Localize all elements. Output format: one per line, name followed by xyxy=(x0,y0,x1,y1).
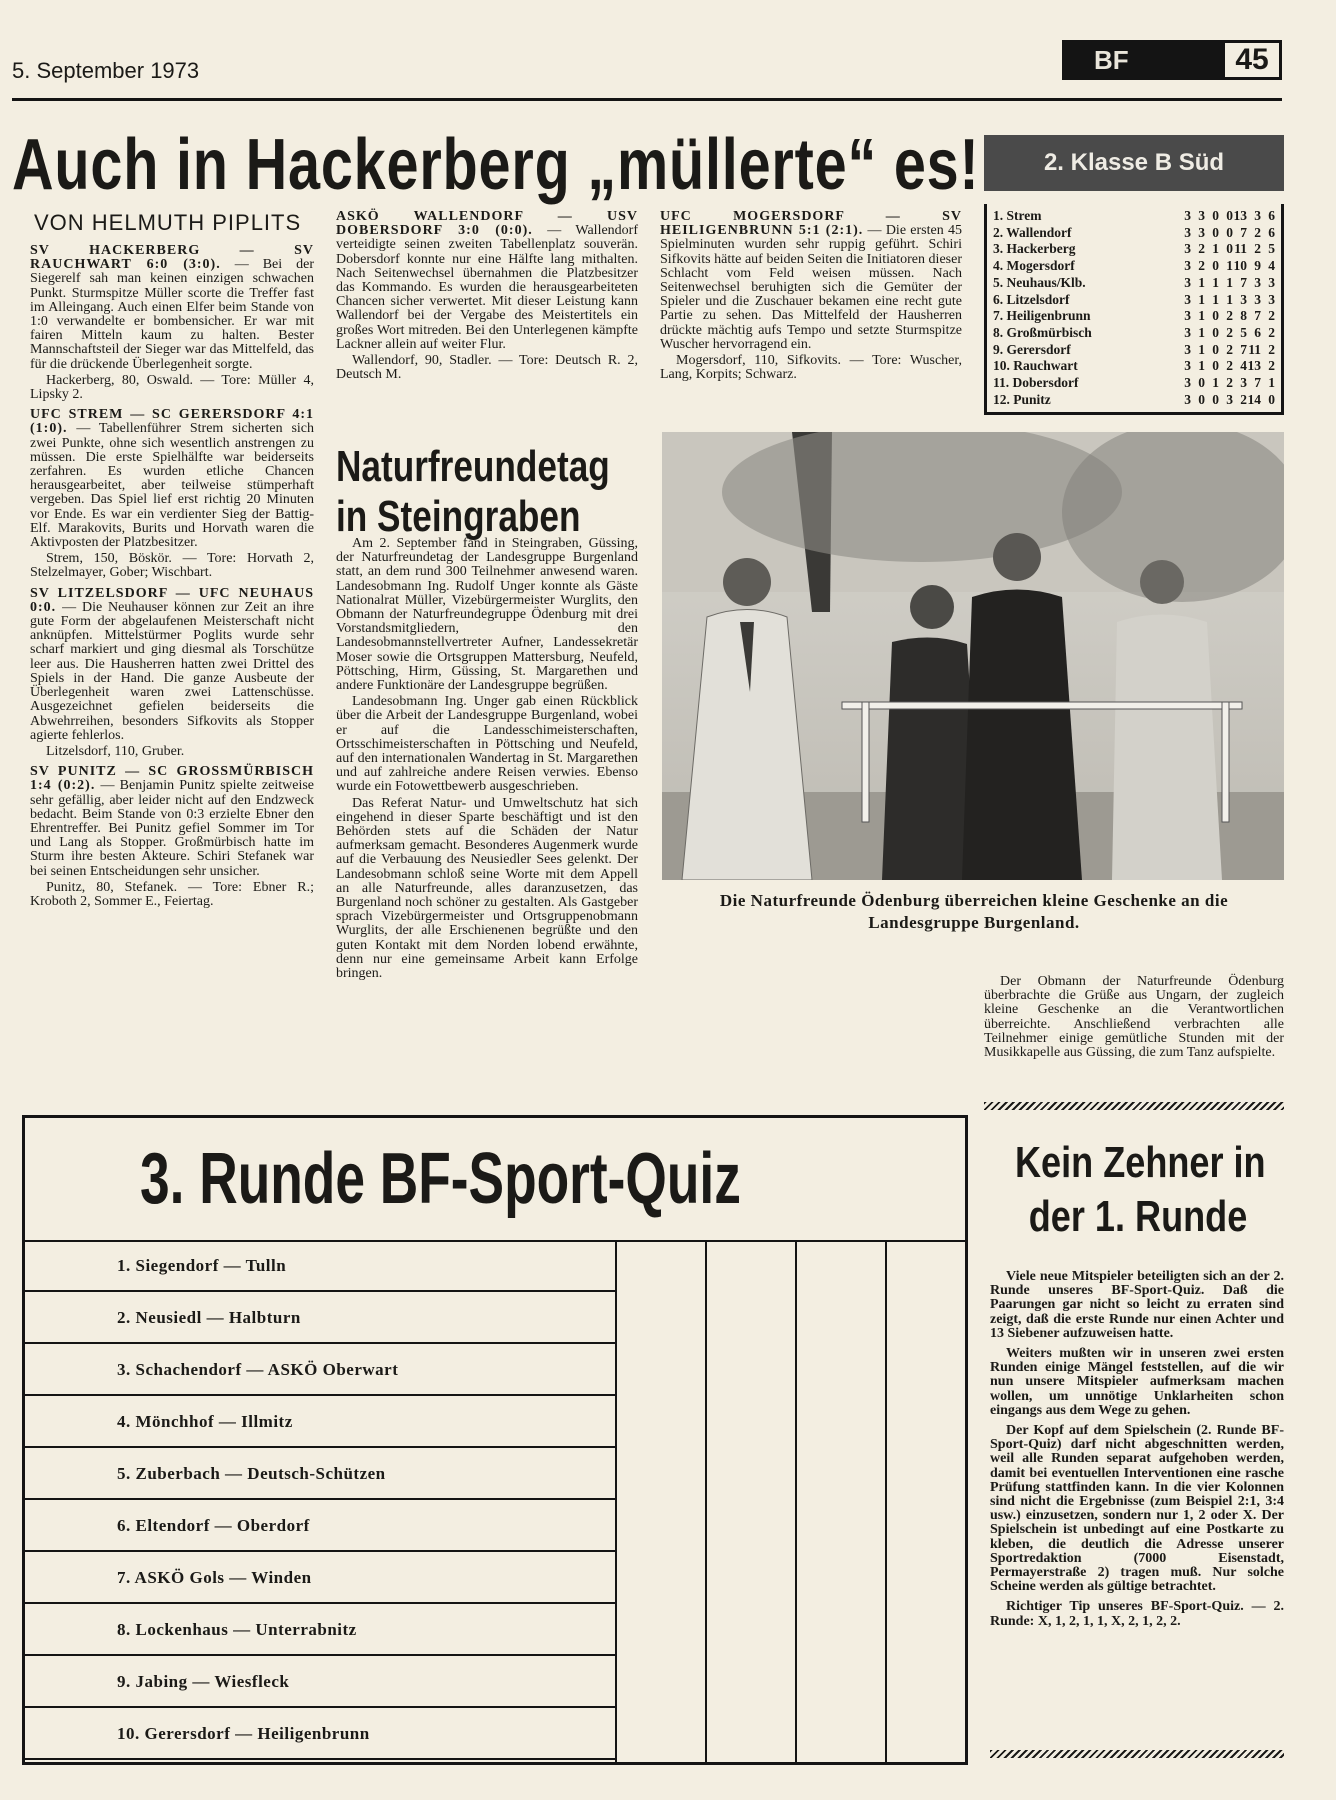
headline-line-1: Kein Zehner in xyxy=(1015,1138,1266,1187)
quiz-column-divider xyxy=(885,1242,887,1762)
stat-value: 1 xyxy=(1226,291,1233,307)
match-report-heading: SV LITZELSDORF — UFC NEUHAUS 0:0. xyxy=(30,585,314,615)
stat-value: 3 xyxy=(1184,208,1191,223)
standings-row xyxy=(993,325,1275,342)
team-name: 8. Großmürbisch xyxy=(993,324,1092,340)
stat-value: 3 xyxy=(1198,224,1205,240)
stat-value: 3 xyxy=(1240,375,1247,391)
stat-value: 3 xyxy=(1184,324,1191,340)
separator-rule xyxy=(984,1102,1284,1110)
stat-value: 3 xyxy=(1184,358,1191,374)
team-name: 11. Dobersdorf xyxy=(993,375,1079,391)
headline-line-1: Naturfreundetag xyxy=(336,442,610,491)
stat-value: 2 xyxy=(1226,375,1233,391)
stat-value: 3 xyxy=(1198,208,1205,223)
stat-value: 3 xyxy=(1184,308,1191,324)
match-stats: Punitz, 80, Stefanek. — Tore: Ebner R.; Kroboth 2, Sommer E., Feiertag. xyxy=(30,879,314,909)
stat-value: 3 xyxy=(1184,391,1191,407)
quiz-match-row: 6. Eltendorf — Oberdorf xyxy=(25,1500,615,1552)
stat-value: 3 xyxy=(1268,291,1275,307)
stat-value: 2 xyxy=(1226,358,1233,374)
stat-value: 2 xyxy=(1226,308,1233,324)
stat-value: 2 xyxy=(1198,241,1205,257)
article-column-2 xyxy=(336,210,638,384)
standings-row xyxy=(993,342,1275,359)
stat-value: 1 xyxy=(1198,324,1205,340)
naturfreunde-column-3 xyxy=(984,975,1284,1062)
stat-value: 0 xyxy=(1198,391,1205,407)
team-name: 1. Strem xyxy=(993,208,1042,223)
match-report-heading: ASKÖ WALLENDORF — USV DOBERSDORF 3:0 (0:0). xyxy=(336,209,638,239)
stat-value: 1 xyxy=(1198,274,1205,290)
stat-value: 0 xyxy=(1212,324,1219,340)
standings-row xyxy=(993,392,1275,409)
news-photo xyxy=(662,432,1284,880)
match-stats: Wallendorf, 90, Stadler. — Tore: Deutsch R. 2, Deutsch M. xyxy=(336,353,638,383)
match-report-text: — Bei der Siegerelf sah man keinen einzigen schwachen Punkt. Sturmspitze Müller scorte die Treffer fast im Alleingang. Auch einen Elfer beim Stande von 1:0 verwandelte er bombensicher. Er war mit fairen Mitteln kaum zu halten. Bester Mannschaftsteil der Sieger war das Mittelfeld, das für die drückende Überlegenheit sorgte. xyxy=(30,257,314,372)
stat-value: 1 xyxy=(1226,274,1233,290)
stat-value: 2 xyxy=(1240,391,1247,407)
stat-value: 2 xyxy=(1226,324,1233,340)
stat-value: 10 xyxy=(1233,258,1247,274)
stat-value: 3 xyxy=(1226,391,1233,407)
team-name: 5. Neuhaus/Klb. xyxy=(993,274,1086,290)
match-stats: Mogersdorf, 110, Sifkovits. — Tore: Wuscher, Lang, Korpits; Schwarz. xyxy=(660,353,962,383)
article-paragraph: Der Kopf auf dem Spielschein (2. Runde BF-Sport-Quiz) darf nicht abgeschnitten werden, weil alle Runden separat aufgehoben werden, damit bei eventuellen Interventionen eine rasche Prüfung stattfinden kann. In die vier Kolonnen sind nicht die Ergebnisse (zum Beispiel 2:1, 3:4 usw.) einzusetzen, sondern nur 1, 2 oder X. Der Spielschein ist unbedingt auf eine Postkarte zu kleben, die deutlich die Adresse unserer Sportredaktion (7000 Eisenstadt, Permayerstraße 2) tragen muß. Nur solche Scheine werden als gültige betrachtet. xyxy=(990,1423,1284,1595)
stat-value: 6 xyxy=(1268,208,1275,223)
match-report-heading: UFC MOGERSDORF — SV HEILIGENBRUNN 5:1 (2:1). xyxy=(660,209,962,239)
stat-value: 2 xyxy=(1198,258,1205,274)
stat-value: 3 xyxy=(1184,241,1191,257)
quiz-title: 3. Runde BF-Sport-Quiz xyxy=(140,1139,741,1219)
standings-row xyxy=(993,292,1275,309)
headline-line-2: der 1. Runde xyxy=(1028,1192,1248,1241)
quiz-match-row: 4. Mönchhof — Illmitz xyxy=(25,1396,615,1448)
stat-value: 0 xyxy=(1212,308,1219,324)
stat-value: 1 xyxy=(1198,291,1205,307)
stat-value: 7 xyxy=(1240,274,1247,290)
main-headline: Auch in Hackerberg „müllerte“ es! xyxy=(12,125,980,205)
stat-value: 3 xyxy=(1184,341,1191,357)
stat-value: 7 xyxy=(1254,375,1261,391)
stat-value: 2 xyxy=(1268,308,1275,324)
stat-value: 1 xyxy=(1212,291,1219,307)
stat-value: 8 xyxy=(1240,308,1247,324)
stat-value: 11 xyxy=(1234,241,1247,257)
team-name: 4. Mogersdorf xyxy=(993,258,1075,274)
stat-value: 3 xyxy=(1184,274,1191,290)
standings-row xyxy=(993,358,1275,375)
article-paragraph: Am 2. September fand in Steingraben, Güssing, der Naturfreundetag der Landesgruppe Burgenland statt, an dem rund 300 Teilnehmer anwesend waren. Landesobmann Ing. Rudolf Unger konnte als Gäste Nationalrat Müller, Vizebürgermeister Wurglits, den Obmann der Naturfreundegruppe Ödenburg mit drei Vorstandsmitgliedern, den Landesobmannstellvertreter Aufner, Landessekretär Moser sowie die Ortsgruppen Mattersburg, Neufeld, Pöttsching, Hirm, Güssing, St. Margarethen und andere Funktionäre der Landesgruppe begrüßen. xyxy=(336,536,638,694)
standings-title: 2. Klasse B Süd xyxy=(984,135,1284,191)
stat-value: 13 xyxy=(1247,358,1261,374)
quiz-match-row: 3. Schachendorf — ASKÖ Oberwart xyxy=(25,1344,615,1396)
stat-value: 1 xyxy=(1212,274,1219,290)
match-report-text: — Die ersten 45 Spielminuten wurden sehr ruppig geführt. Schiri Sifkovits hätte auf beiden Seiten die Initiatoren dieser Schlacht vom Feld weisen müssen. Nach Seitenwechsel beruhigten sich die Gemüter der Spieler und die Zuschauer bekamen eine recht gute Partie zu sehen. Das Mittelfeld der Hausherren drückte mächtig aufs Tempo und setzte Sturmspitze Wuscher hervorragend ein. xyxy=(660,223,962,352)
stat-value: 2 xyxy=(1254,224,1261,240)
team-name: 12. Punitz xyxy=(993,391,1051,407)
stat-value: 0 xyxy=(1212,391,1219,407)
team-name: 9. Gerersdorf xyxy=(993,341,1071,357)
separator-rule xyxy=(990,1750,1284,1758)
match-report-text: — Benjamin Punitz spielte zeitweise sehr gefällig, aber leider nicht auf den Endzweck bedacht. Beim Stande von 0:3 erzielte Ebner den Ehrentreffer. Bei Punitz gefiel Sommer im Tor und Lang als Stopper. Großmürbisch hatte im Sturm ihre besten Akteure. Schiri Stefanek war bei seinen Entscheidungen sehr unsicher. xyxy=(30,778,315,879)
stat-value: 0 xyxy=(1268,391,1275,407)
stat-value: 0 xyxy=(1198,375,1205,391)
stat-value: 3 xyxy=(1254,274,1261,290)
stat-value: 0 xyxy=(1212,208,1219,223)
article-paragraph: Richtiger Tip unseres BF-Sport-Quiz. — 2. Runde: X, 1, 2, 1, 1, X, 2, 1, 2, 2. xyxy=(990,1599,1284,1629)
standings-row xyxy=(993,275,1275,292)
quiz-column-divider xyxy=(795,1242,797,1762)
match-report-text: — Die Neuhauser können zur Zeit an ihre gute Form der abgelaufenen Meisterschaft nicht anknüpfen. Mittelstürmer Poglits wurde sehr scharf markiert und ging diesmal als Torschütze leer aus. Die Hausherren hatten zwei Drittel des Spiels in der Hand. Die ganze Ausbeute der Überlegenheit waren zwei Lattenschüsse. Ausgezeichnet gefielen beiderseits die Abwehrreihen, besonders Sifkovits als Stopper agierte fehlerlos. xyxy=(30,599,314,743)
photo-caption: Die Naturfreunde Ödenburg überreichen kleine Geschenke an die Landesgruppe Burgenland. xyxy=(719,891,1229,932)
issue-date: 5. September 1973 xyxy=(12,58,200,83)
stat-value: 3 xyxy=(1268,274,1275,290)
stat-value: 7 xyxy=(1254,308,1261,324)
stat-value: 13 xyxy=(1233,208,1247,223)
stat-value: 9 xyxy=(1254,258,1261,274)
match-report-heading: SV PUNITZ — SC GROSSMÜRBISCH 1:4 (0:2). xyxy=(30,764,314,794)
quiz-match-row: 9. Jabing — Wiesfleck xyxy=(25,1656,615,1708)
standings-row xyxy=(993,241,1275,258)
standings-row xyxy=(993,308,1275,325)
stat-value: 0 xyxy=(1212,258,1219,274)
quiz-column-divider xyxy=(705,1242,707,1762)
stat-value: 6 xyxy=(1254,324,1261,340)
article-paragraph: Das Referat Natur- und Umweltschutz hat sich eingehend in dieser Sparte beschäftigt und ist den Behörden stets auf die Schäden der Natur aufmerksam gemacht. Besonderes Augenmerk wurde auf die Verbauung des Neusiedler Sees gelenkt. Der Landesobmann schloß seine Worte mit dem Appell an alle Naturfreunde, alles daranzusetzen, das Burgenland noch schöner zu gestalten. Als Gastgeber sprach Vizebürgermeister und Ortsgruppenobmann Wurglits, der alle Erschienenen begrüßte und den guten Kontakt mit dem Norden lobend erwähnte, denn nur eine gemeinsame Arbeit kann Erfolge bringen. xyxy=(336,795,638,982)
article-column-3 xyxy=(660,210,962,384)
team-name: 2. Wallendorf xyxy=(993,224,1072,240)
stat-value: 0 xyxy=(1226,224,1233,240)
match-stats: Hackerberg, 80, Oswald. — Tore: Müller 4, Lipsky 2. xyxy=(30,372,314,403)
section-label: BF xyxy=(1062,40,1222,80)
article-paragraph: Weiters mußten wir in unseren zwei ersten Runden einige Mängel feststellen, auf die wir nun unsere Mitspieler aufmerksam machen wollen, um unnötige Unklarheiten schon eingangs aus dem Wege zu gehen. xyxy=(990,1346,1284,1418)
stat-value: 0 xyxy=(1212,358,1219,374)
stat-value: 1 xyxy=(1198,358,1205,374)
stat-value: 5 xyxy=(1268,241,1275,257)
quiz-match-row: 2. Neusiedl — Halbturn xyxy=(25,1292,615,1344)
stat-value: 3 xyxy=(1240,291,1247,307)
stat-value: 2 xyxy=(1268,341,1275,357)
quiz-match-row: 10. Gerersdorf — Heiligenbrunn xyxy=(25,1708,615,1760)
stat-value: 11 xyxy=(1248,341,1261,357)
stat-value: 3 xyxy=(1254,208,1261,223)
kein-zehner-body xyxy=(990,1270,1284,1631)
masthead-rule xyxy=(12,98,1282,101)
stat-value: 0 xyxy=(1212,224,1219,240)
match-report-heading: UFC STREM — SC GERERSDORF 4:1 (1:0). xyxy=(30,407,314,437)
stat-value: 5 xyxy=(1240,324,1247,340)
stat-value: 14 xyxy=(1247,391,1261,407)
standings-table xyxy=(984,204,1284,415)
article-paragraph: Der Obmann der Naturfreunde Ödenburg überbrachte die Grüße aus Ungarn, der zugleich kleine Geschenke an die Verantwortlichen überreichte. Anschließend verbrachten alle Teilnehmer einige gemütliche Stunden mit der Musikkapelle aus Güssing, die zum Tanz aufspielte. xyxy=(984,974,1284,1061)
standings-row xyxy=(993,225,1275,242)
stat-value: 3 xyxy=(1184,291,1191,307)
team-name: 10. Rauchwart xyxy=(993,358,1078,374)
standings-row xyxy=(993,375,1275,392)
match-report-text: — Wallendorf verteidigte seinen zweiten Tabellenplatz souverän. Dobersdorf konnte nur eine Hälfte lang mithalten. Nach Seitenwechsel übernahmen die Platzbesitzer das Kommando. Es wurden die herausgearbeiteten Chancen sicher verwertet. Mit dieser Leistung kann Wallendorf bei der Vergabe des Meistertitels ein großes Wort mitreden. Bei den Unterlegenen kämpfte Lackner allein auf weiter Flur. xyxy=(336,223,638,352)
byline: VON HELMUTH PIPLITS xyxy=(34,210,302,235)
stat-value: 1 xyxy=(1198,341,1205,357)
stat-value: 0 xyxy=(1226,208,1233,223)
team-name: 6. Litzelsdorf xyxy=(993,291,1070,307)
match-stats: Litzelsdorf, 110, Gruber. xyxy=(46,743,185,759)
stat-value: 3 xyxy=(1184,375,1191,391)
match-report-text: — Tabellenführer Strem sicherten sich zwei Punkte, ohne sich wesentlich anstrengen zu müssen. Die erste Spielhälfte war beiderseits zerfahren. Es wurden etliche Chancen herausgearbeitet, aber teilweise stümperhaft vergeben. Das Spiel lief erst richtig 20 Minuten vor Ende. Es war ein verdienter Sieg der Battig-Elf. Marakovits, Burits und Horvath waren die Aktivposten der Platzbesitzer. xyxy=(30,421,315,551)
stat-value: 3 xyxy=(1184,224,1191,240)
stat-value: 0 xyxy=(1226,241,1233,257)
stat-value: 1 xyxy=(1212,241,1219,257)
photo-illustration xyxy=(662,432,1284,880)
naturfreunde-headline xyxy=(336,442,610,542)
stat-value: 7 xyxy=(1240,224,1247,240)
stat-value: 3 xyxy=(1184,258,1191,274)
standings-row xyxy=(993,208,1275,225)
stat-value: 2 xyxy=(1226,341,1233,357)
match-report-heading: SV HACKERBERG — SV RAUCHWART 6:0 (3:0). xyxy=(30,243,314,273)
article-column-1 xyxy=(30,244,314,911)
stat-value: 2 xyxy=(1254,241,1261,257)
team-name: 3. Hackerberg xyxy=(993,241,1076,257)
naturfreunde-column-1 xyxy=(336,537,638,983)
stat-value: 1 xyxy=(1268,375,1275,391)
stat-value: 1 xyxy=(1226,258,1233,274)
quiz-match-row: 5. Zuberbach — Deutsch-Schützen xyxy=(25,1448,615,1500)
stat-value: 0 xyxy=(1212,341,1219,357)
stat-value: 1 xyxy=(1212,375,1219,391)
quiz-match-row: 1. Siegendorf — Tulln xyxy=(25,1240,615,1292)
stat-value: 3 xyxy=(1254,291,1261,307)
stat-value: 6 xyxy=(1268,224,1275,240)
team-name: 7. Heiligenbrunn xyxy=(993,308,1091,324)
article-paragraph: Landesobmann Ing. Unger gab einen Rückblick über die Arbeit der Landesgruppe Burgenland, wobei er auf die Landesschimeisterschaften, Ortsschimeisterschaften in Pöttsching und Neufeld, auf den internationalen Wandertag in St. Margarethen und auf zahlreiche andere Reisen verwies. Ebenso wurde ein Fotowettbewerb ausgeschrieben. xyxy=(336,694,638,795)
stat-value: 4 xyxy=(1240,358,1247,374)
headline-line-2: in Steingraben xyxy=(336,492,581,541)
article-paragraph: Viele neue Mitspieler beteiligten sich an der 2. Runde unseres BF-Sport-Quiz. Daß die Paarungen gar nicht so leicht zu erraten sind zeigt, daß die erste Runde nur einen Achter und 13 Siebener aufzuweisen hatte. xyxy=(990,1269,1284,1341)
stat-value: 2 xyxy=(1268,324,1275,340)
stat-value: 1 xyxy=(1198,308,1205,324)
quiz-column-divider xyxy=(615,1242,617,1762)
stat-value: 7 xyxy=(1240,341,1247,357)
match-stats: Strem, 150, Böskör. — Tore: Horvath 2, Stelzelmayer, Gober; Wischbart. xyxy=(30,551,314,581)
quiz-match-row: 7. ASKÖ Gols — Winden xyxy=(25,1552,615,1604)
kein-zehner-headline xyxy=(1015,1136,1266,1244)
standings-row xyxy=(993,258,1275,275)
page-number: 45 xyxy=(1222,40,1282,80)
stat-value: 4 xyxy=(1268,258,1275,274)
quiz-match-row: 8. Lockenhaus — Unterrabnitz xyxy=(25,1604,615,1656)
stat-value: 2 xyxy=(1268,358,1275,374)
